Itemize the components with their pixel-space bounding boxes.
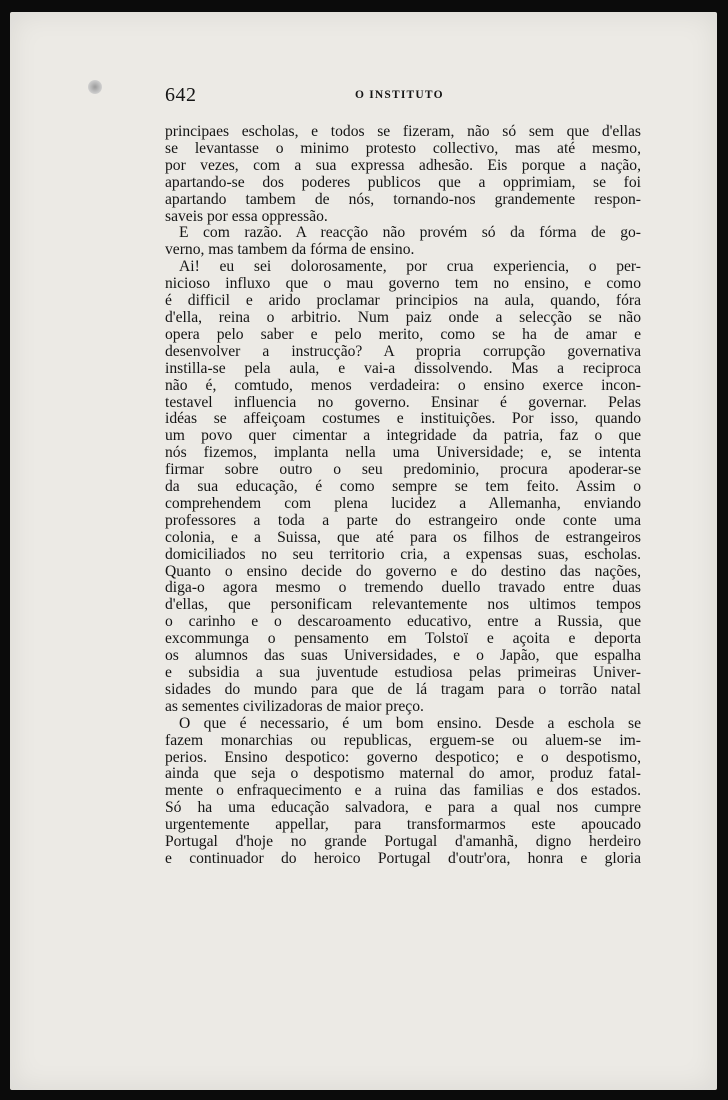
text-line: diga-o agora mesmo o tremendo duello travado entre duas <box>165 579 641 597</box>
text-line: urgentemente appellar, para transformarmos este apoucado <box>165 816 641 834</box>
text-line: professores a toda a parte do estrangeiro onde conte uma <box>165 511 641 529</box>
text-line: e continuador do heroico Portugal d'outr'ora, honra e gloria <box>165 849 641 867</box>
text-line: d'ella, reina o arbitrio. Num paiz onde a selecção se não <box>165 308 641 326</box>
text-line: um povo quer cimentar a integridade da patria, faz o que <box>165 427 641 445</box>
text-line: firmar sobre outro o seu predominio, procura apoderar-se <box>165 461 641 479</box>
page-header <box>165 84 641 110</box>
text-line: da sua educação, é como sempre se tem feito. Assim o <box>165 478 641 496</box>
text-line: opera pelo saber e pelo merito, como se ha de amar e <box>165 325 641 343</box>
text-line: o carinho e o descaroamento educativo, entre a Russia, que <box>165 613 641 631</box>
text-line: d'ellas, que personificam relevantemente nos ultimos tempos <box>165 596 641 614</box>
text-line: saveis por essa oppressão. <box>165 207 328 225</box>
text-line: perios. Ensino despotico: governo despotico; e o despotismo, <box>165 748 641 766</box>
text-line: fazem monarchias ou republicas, erguem-se ou aluem-se im- <box>165 731 641 749</box>
text-line: e subsidia a sua juventude estudiosa pelas primeiras Univer- <box>165 664 641 681</box>
text-line: idéas se affeiçoam costumes e instituições. Por isso, quando <box>165 410 641 428</box>
running-title: O INSTITUTO <box>355 89 444 101</box>
text-line: não é, comtudo, menos verdadeira: o ensino exerce incon- <box>165 376 641 394</box>
text-line: se levantasse o minimo protesto collectivo, mas até mesmo, <box>165 139 641 157</box>
page-number: 642 <box>165 84 197 106</box>
text-line: testavel influencia no governo. Ensinar é governar. Pelas <box>165 393 641 411</box>
text-line: excommunga o pensamento em Tolstoï e açoita e deporta <box>165 630 641 648</box>
text-line: Quanto o ensino decide do governo e do destino das nações, <box>165 562 641 580</box>
text-line: é difficil e arido proclamar principios na aula, quando, fóra <box>165 292 641 310</box>
text-line: os alumnos das suas Universidades, e o Japão, que espalha <box>165 647 641 665</box>
text-line: verno, mas tambem da fórma de ensino. <box>165 241 415 259</box>
text-line: ainda que seja o despotismo maternal do amor, produz fatal- <box>165 765 641 783</box>
text-line: desenvolver a instrucção? A propria corrupção governativa <box>165 342 641 360</box>
text-line: Ai! eu sei dolorosamente, por crua experiencia, o per- <box>179 258 641 276</box>
text-line: instilla-se pela aula, e vai-a dissolvendo. Mas a reciproca <box>165 359 641 377</box>
text-line: E com razão. A reacção não provém só da fórma de go- <box>179 224 641 242</box>
text-line: por vezes, com a sua expressa adhesão. Eis porque a nação, <box>165 156 641 174</box>
text-line: nós fizemos, implanta nella uma Universidade; e, se intenta <box>165 444 641 462</box>
text-line: apartando-se dos poderes publicos que a opprimiam, se foi <box>165 173 641 191</box>
text-line: O que é necessario, é um bom ensino. Desde a eschola se <box>179 714 641 732</box>
text-line: comprehendem com plena lucidez a Allemanha, enviando <box>165 494 641 512</box>
text-line: domiciliados no seu territorio cria, a expensas suas, escholas. <box>165 545 641 563</box>
text-line: colonia, e a Suissa, que até para os filhos de estrangeiros <box>165 528 641 546</box>
text-line: sidades do mundo para que de lá tragam para o torrão natal <box>165 680 641 698</box>
text-line: as sementes civilizadoras de maior preço. <box>165 697 424 715</box>
body-text <box>165 124 641 868</box>
text-line: apartando tambem de nós, tornando-nos grandemente respon- <box>165 190 641 208</box>
ink-spot <box>88 80 102 94</box>
text-line: mente o enfraquecimento e a ruina das familias e dos estados. <box>165 782 641 800</box>
text-line: principaes escholas, e todos se fizeram, não só sem que d'ellas <box>165 123 641 140</box>
text-line: nicioso influxo que o mau governo tem no ensino, e como <box>165 275 641 293</box>
text-line: Portugal d'hoje no grande Portugal d'amanhã, digno herdeiro <box>165 833 641 851</box>
text-line: Só ha uma educação salvadora, e para a qual nos cumpre <box>165 799 641 817</box>
